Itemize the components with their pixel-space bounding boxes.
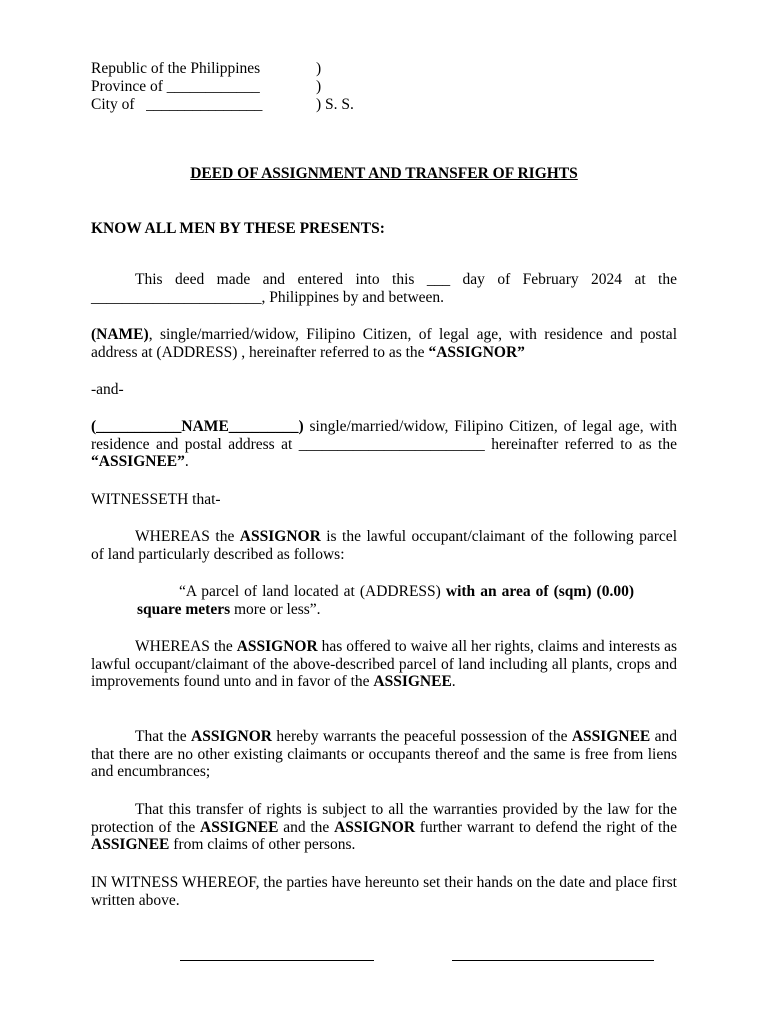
whereas2-c: has offered to waive all her rights, claims and interests as lawful occupant/claimant of the above-described parcel of land including all plants, crops and improvements found unto and in favor of the — [91, 638, 677, 690]
venue-block — [91, 60, 391, 114]
warranty1-assignor: ASSIGNOR — [191, 728, 272, 745]
warranty2-assignee: ASSIGNEE — [200, 818, 279, 836]
venue-line-city — [91, 96, 391, 114]
quote-area: with an area of (sqm) (0.00) square meters — [137, 583, 634, 618]
and-separator: -and- — [91, 381, 124, 398]
venue-republic-paren: ) — [316, 60, 322, 77]
warranty1-a: That the — [135, 728, 192, 745]
quote-c: more or less”. — [230, 600, 321, 618]
whereas2-a: WHEREAS the — [135, 638, 237, 655]
whereas1-a: WHEREAS the — [135, 528, 240, 545]
venue-republic-label: Republic of the Philippines — [91, 60, 261, 77]
warranty-transfer-paragraph — [91, 801, 677, 854]
know-all-heading: KNOW ALL MEN BY THESE PRESENTS: — [91, 220, 385, 237]
signature-line-right — [452, 960, 654, 961]
venue-line-province — [91, 78, 391, 96]
assignor-text: , single/married/widow, Filipino Citizen, of legal age, with residence and postal address at (ADDRESS) , hereinafter referred to as the — [91, 326, 677, 361]
whereas2-e: . — [451, 673, 456, 690]
in-witness-paragraph: IN WITNESS WHEREOF, the parties have hereunto set their hands on the date and place first written above. — [91, 874, 677, 909]
whereas2-assignee: ASSIGNEE — [373, 673, 452, 690]
whereas2-assignor: ASSIGNOR — [236, 638, 318, 655]
whereas1-c: is the lawful occupant/claimant of the following parcel of land particularly described as follows: — [91, 528, 677, 563]
venue-province-label: Province of ____________ — [91, 78, 260, 95]
warranty2-a: That this transfer of rights is subject to all the warranties provided by the law for the protection of the — [91, 801, 677, 836]
assignor-role: “ASSIGNOR” — [428, 343, 525, 361]
warranty2-e: further warrant to defend the right of the — [415, 818, 677, 836]
intro-paragraph: This deed made and entered into this ___ day of February 2024 at the ______________________, Philippines by and between. — [91, 271, 677, 306]
assignee-text: single/married/widow, Filipino Citizen, of legal age, with residence and postal address at ________________________ hereinafter referred to as the — [91, 418, 677, 453]
warranty2-assignee-2: ASSIGNEE — [91, 836, 170, 853]
warranty1-c: hereby warrants the peaceful possession of the — [272, 728, 572, 745]
assignee-name-close: ) — [298, 418, 304, 435]
document-title: DEED OF ASSIGNMENT AND TRANSFER OF RIGHTS — [190, 165, 578, 182]
assignee-name-open: ( — [91, 418, 97, 435]
warranty2-assignor: ASSIGNOR — [334, 818, 416, 836]
whereas1-assignor: ASSIGNOR — [239, 528, 321, 545]
warranty1-assignee: ASSIGNEE — [571, 728, 651, 745]
signature-line-left — [180, 960, 374, 961]
assignee-role: “ASSIGNEE” — [91, 453, 185, 470]
assignor-name: (NAME) — [91, 326, 149, 343]
venue-city-label: City of _______________ — [91, 96, 263, 113]
quote-a: “A parcel of land located at (ADDRESS) — [179, 583, 446, 600]
witnesseth-line: WITNESSETH that- — [91, 491, 221, 508]
venue-line-republic — [91, 60, 391, 78]
warranty-possession-paragraph — [91, 728, 677, 781]
warranty2-c: and the — [278, 818, 335, 836]
assignor-paragraph — [91, 326, 677, 361]
whereas-waive-paragraph — [91, 638, 677, 691]
whereas-occupant-paragraph — [91, 528, 677, 563]
assignee-paragraph — [91, 418, 677, 471]
assignee-name-field: ___________NAME_________ — [96, 418, 299, 435]
warranty2-g: from claims of other persons. — [169, 836, 356, 853]
parcel-description-quote — [137, 583, 634, 618]
assignee-end: . — [184, 453, 189, 470]
venue-province-paren: ) — [316, 78, 322, 95]
venue-city-paren: ) S. S. — [316, 96, 354, 113]
warranty1-e: and that there are no other existing claimants or occupants thereof and the same is free from liens and encumbrances; — [91, 728, 677, 780]
